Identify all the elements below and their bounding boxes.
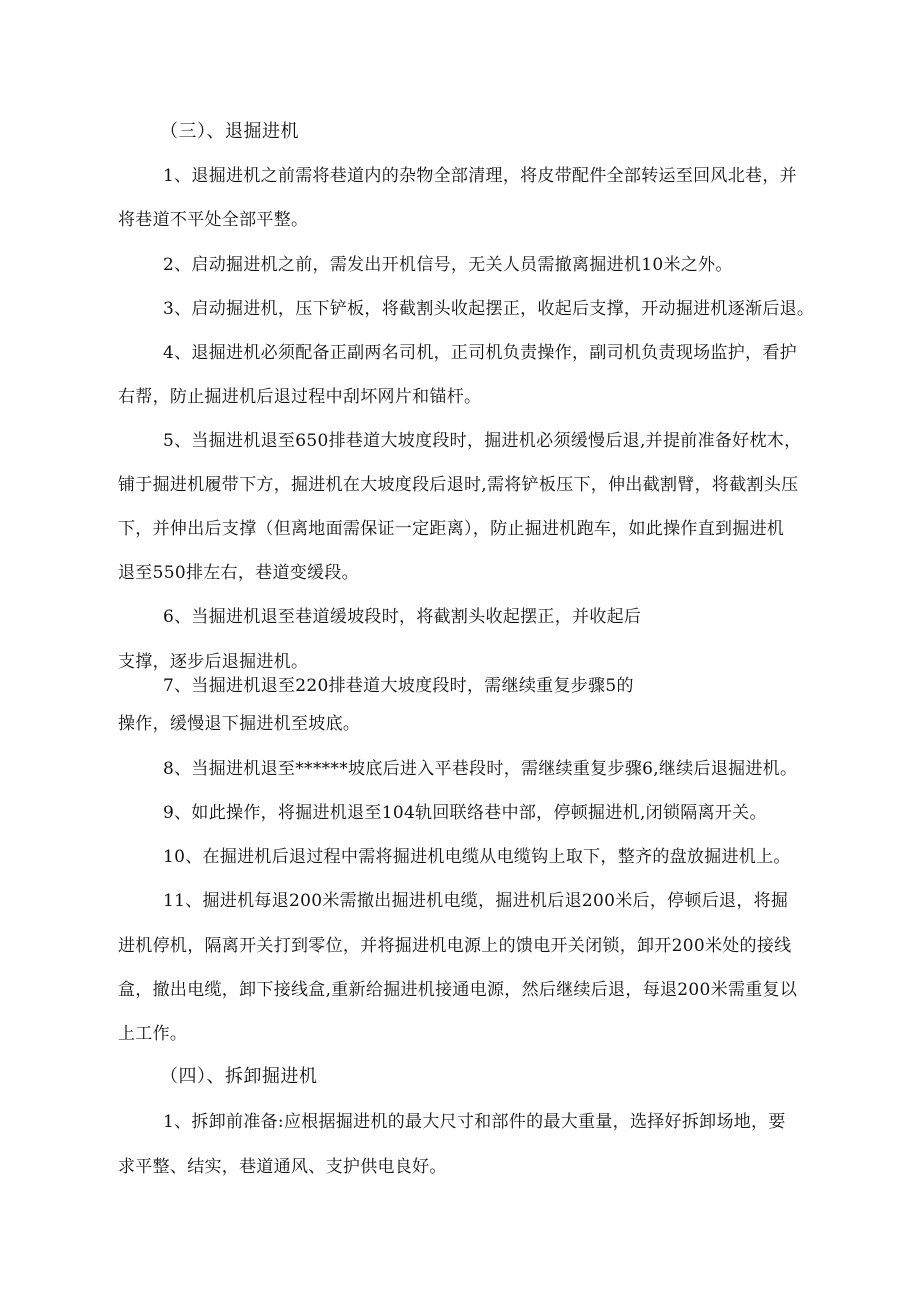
item-11-line-3: 盒，撤出电缆，卸下接线盒,重新给掘进机接通电源，然后继续后退，每退200米需重复以 <box>118 980 798 1000</box>
item-4-line-1: 4、退掘进机必须配备正副两名司机，正司机负责操作，副司机负责现场监护，看护 <box>163 343 797 363</box>
item-10-line-1: 10、在掘进机后退过程中需将掘进机电缆从电缆钩上取下，整齐的盘放掘进机上。 <box>163 847 791 867</box>
item-8-line-1: 8、当掘进机退至******坡底后进入平巷段时，需继续重复步骤6,继续后退掘进机。 <box>163 759 798 779</box>
item-11-line-4: 上工作。 <box>118 1024 188 1044</box>
item-5-line-4: 退至550排左右，巷道变缓段。 <box>118 563 359 583</box>
item-7-line-1: 7、当掘进机退至220排巷道大坡度段时，需继续重复步骤5的 <box>163 676 634 696</box>
s4-item-1-line-2: 求平整、结实，巷道通风、支护供电良好。 <box>118 1157 447 1177</box>
item-6-line-2: 支撑，逐步后退掘进机。 <box>118 652 309 672</box>
item-5-line-1: 5、当掘进机退至650排巷道大坡度段时，掘进机必须缓慢后退,并提前准备好枕木， <box>163 431 802 451</box>
item-3-line-1: 3、启动掘进机，压下铲板，将截割头收起摆正，收起后支撑，开动掘进机逐渐后退。 <box>163 299 815 319</box>
section-3-heading: （三）、退掘进机 <box>160 121 299 142</box>
item-6-line-1: 6、当掘进机退至巷道缓坡段时，将截割头收起摆正，并收起后 <box>163 607 642 627</box>
item-11-line-2: 进机停机，隔离开关打到零位，并将掘进机电源上的馈电开关闭锁，卸开200米处的接线 <box>118 936 792 956</box>
item-7-line-2: 操作，缓慢退下掘进机至坡底。 <box>118 714 361 734</box>
item-2-line-1: 2、启动掘进机之前，需发出开机信号，无关人员需撤离掘进机10米之外。 <box>163 255 733 275</box>
item-5-line-2: 铺于掘进机履带下方，掘进机在大坡度段后退时,需将铲板压下，伸出截割臂，将截割头压 <box>118 475 799 495</box>
item-11-line-1: 11、掘进机每退200米需撤出掘进机电缆，掘进机后退200米后，停顿后退，将掘 <box>163 891 789 911</box>
item-1-line-1: 1、退掘进机之前需将巷道内的杂物全部清理，将皮带配件全部转运至回风北巷，并 <box>163 166 797 186</box>
item-5-line-3: 下，并伸出后支撑（但离地面需保证一定距离），防止掘进机跑车，如此操作直到掘进机 <box>118 519 785 539</box>
item-1-line-2: 将巷道不平处全部平整。 <box>118 210 309 230</box>
item-9-line-1: 9、如此操作，将掘进机退至104轨回联络巷中部，停顿掘进机,闭锁隔离开关。 <box>163 803 767 823</box>
section-4-heading: （四）、拆卸掘进机 <box>160 1066 318 1087</box>
s4-item-1-line-1: 1、拆卸前准备:应根据掘进机的最大尺寸和部件的最大重量，选择好拆卸场地，要 <box>163 1112 786 1132</box>
item-4-line-2: 右帮，防止掘进机后退过程中刮坏网片和锚杆。 <box>118 387 482 407</box>
